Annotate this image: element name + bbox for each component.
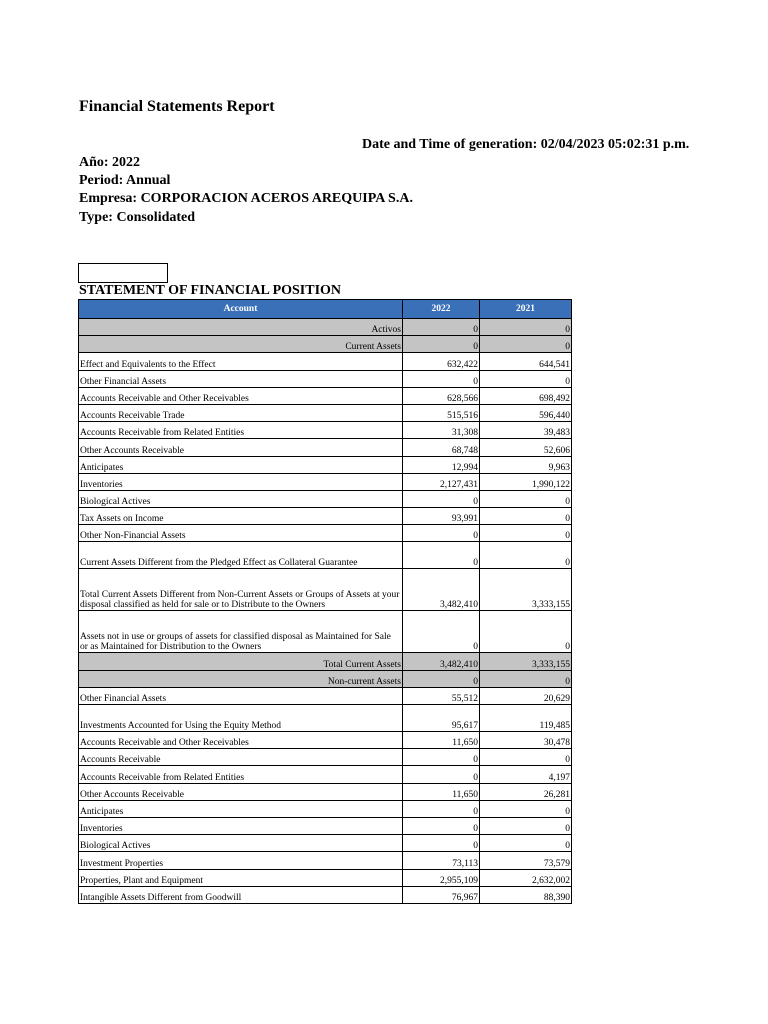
value-2022: 0 bbox=[403, 817, 480, 834]
row-label: Accounts Receivable bbox=[79, 749, 403, 766]
value-2022: 73,113 bbox=[403, 852, 480, 869]
row-label: Other Accounts Receivable bbox=[79, 783, 403, 800]
value-2021: 4,197 bbox=[480, 766, 572, 783]
report-title: Financial Statements Report bbox=[79, 98, 275, 115]
value-2021: 9,963 bbox=[480, 456, 572, 473]
report-type: Type: Consolidated bbox=[79, 209, 196, 225]
value-2022: 55,512 bbox=[403, 687, 480, 704]
row-label: Accounts Receivable from Related Entities bbox=[79, 766, 403, 783]
table-row bbox=[79, 439, 572, 456]
value-2022: 632,422 bbox=[403, 353, 480, 370]
value-2021: 119,485 bbox=[480, 705, 572, 732]
value-2022: 0 bbox=[403, 336, 480, 353]
value-2022: 76,967 bbox=[403, 886, 480, 903]
value-2021: 0 bbox=[480, 336, 572, 353]
value-2022: 0 bbox=[403, 542, 480, 569]
row-label: Current Assets Different from the Pledged Effect as Collateral Guarantee bbox=[79, 542, 403, 569]
value-2021: 0 bbox=[480, 508, 572, 525]
table-row bbox=[79, 456, 572, 473]
table-row bbox=[79, 525, 572, 542]
table-row bbox=[79, 370, 572, 387]
report-year: Año: 2022 bbox=[79, 155, 141, 170]
value-2022: 12,994 bbox=[403, 456, 480, 473]
column-header-2022: 2022 bbox=[403, 300, 480, 319]
value-2021: 3,333,155 bbox=[480, 569, 572, 611]
value-2021: 596,440 bbox=[480, 404, 572, 421]
row-label: Non-current Assets bbox=[79, 670, 403, 687]
value-2021: 0 bbox=[480, 749, 572, 766]
value-2022: 0 bbox=[403, 835, 480, 852]
value-2022: 11,650 bbox=[403, 783, 480, 800]
value-2021: 26,281 bbox=[480, 783, 572, 800]
value-2021: 0 bbox=[480, 542, 572, 569]
value-2022: 0 bbox=[403, 370, 480, 387]
report-meta bbox=[79, 154, 413, 227]
table-row bbox=[79, 473, 572, 490]
value-2022: 68,748 bbox=[403, 439, 480, 456]
value-2022: 0 bbox=[403, 319, 480, 336]
value-2021: 88,390 bbox=[480, 886, 572, 903]
row-label: Anticipates bbox=[79, 800, 403, 817]
value-2022: 515,516 bbox=[403, 404, 480, 421]
table-row bbox=[79, 835, 572, 852]
table-row bbox=[79, 353, 572, 370]
value-2021: 644,541 bbox=[480, 353, 572, 370]
table-row bbox=[79, 422, 572, 439]
row-label: Other Financial Assets bbox=[79, 370, 403, 387]
table-row bbox=[79, 387, 572, 404]
value-2021: 73,579 bbox=[480, 852, 572, 869]
row-label: Accounts Receivable Trade bbox=[79, 404, 403, 421]
table-row bbox=[79, 852, 572, 869]
row-label: Inventories bbox=[79, 473, 403, 490]
row-label: Total Current Assets Different from Non-Current Assets or Groups of Assets at your disposal classified as held for sale or to Distribute to the Owners bbox=[79, 569, 403, 611]
row-label: Accounts Receivable from Related Entities bbox=[79, 422, 403, 439]
row-label: Other Financial Assets bbox=[79, 687, 403, 704]
row-label: Accounts Receivable and Other Receivables bbox=[79, 732, 403, 749]
value-2021: 0 bbox=[480, 611, 572, 653]
section-header-row bbox=[79, 319, 572, 336]
column-header-2021: 2021 bbox=[480, 300, 572, 319]
value-2021: 0 bbox=[480, 817, 572, 834]
table-row bbox=[79, 508, 572, 525]
value-2022: 95,617 bbox=[403, 705, 480, 732]
value-2021: 0 bbox=[480, 490, 572, 507]
value-2022: 3,482,410 bbox=[403, 653, 480, 670]
table-row bbox=[79, 404, 572, 421]
value-2022: 0 bbox=[403, 800, 480, 817]
section-header-row bbox=[79, 670, 572, 687]
value-2022: 0 bbox=[403, 611, 480, 653]
value-2022: 31,308 bbox=[403, 422, 480, 439]
value-2022: 0 bbox=[403, 749, 480, 766]
empty-input-box[interactable] bbox=[78, 263, 168, 283]
row-label: Investment Properties bbox=[79, 852, 403, 869]
table-row bbox=[79, 542, 572, 569]
value-2021: 0 bbox=[480, 800, 572, 817]
value-2022: 2,127,431 bbox=[403, 473, 480, 490]
value-2022: 0 bbox=[403, 525, 480, 542]
row-label: Inventories bbox=[79, 817, 403, 834]
row-label: Investments Accounted for Using the Equity Method bbox=[79, 705, 403, 732]
section-header-row bbox=[79, 336, 572, 353]
section-header-row bbox=[79, 653, 572, 670]
value-2022: 628,566 bbox=[403, 387, 480, 404]
report-company: Empresa: CORPORACION ACEROS AREQUIPA S.A. bbox=[79, 191, 413, 207]
row-label: Biological Actives bbox=[79, 835, 403, 852]
table-row bbox=[79, 817, 572, 834]
value-2021: 30,478 bbox=[480, 732, 572, 749]
value-2022: 3,482,410 bbox=[403, 569, 480, 611]
table-row bbox=[79, 749, 572, 766]
value-2021: 0 bbox=[480, 835, 572, 852]
table-row bbox=[79, 569, 572, 611]
row-label: Total Current Assets bbox=[79, 653, 403, 670]
row-label: Activos bbox=[79, 319, 403, 336]
value-2021: 39,483 bbox=[480, 422, 572, 439]
table-row bbox=[79, 800, 572, 817]
row-label: Intangible Assets Different from Goodwill bbox=[79, 886, 403, 903]
row-label: Biological Actives bbox=[79, 490, 403, 507]
table-row bbox=[79, 687, 572, 704]
value-2021: 0 bbox=[480, 370, 572, 387]
value-2021: 2,632,002 bbox=[480, 869, 572, 886]
table-row bbox=[79, 886, 572, 903]
row-label: Assets not in use or groups of assets for classified disposal as Maintained for Sale or as Maintained for Distribution to the Owners bbox=[79, 611, 403, 653]
row-label: Anticipates bbox=[79, 456, 403, 473]
table-row bbox=[79, 783, 572, 800]
value-2021: 1,990,122 bbox=[480, 473, 572, 490]
table-header-row bbox=[79, 300, 572, 319]
value-2022: 0 bbox=[403, 490, 480, 507]
table-row bbox=[79, 766, 572, 783]
table-row bbox=[79, 732, 572, 749]
row-label: Other Accounts Receivable bbox=[79, 439, 403, 456]
value-2021: 3,333,155 bbox=[480, 653, 572, 670]
table-row bbox=[79, 611, 572, 653]
column-header-account: Account bbox=[79, 300, 403, 319]
generation-date: Date and Time of generation: 02/04/2023 05:02:31 p.m. bbox=[362, 137, 690, 152]
row-label: Tax Assets on Income bbox=[79, 508, 403, 525]
statement-title: STATEMENT OF FINANCIAL POSITION bbox=[79, 283, 342, 298]
financial-position-table bbox=[78, 299, 572, 904]
value-2021: 0 bbox=[480, 319, 572, 336]
value-2021: 20,629 bbox=[480, 687, 572, 704]
value-2022: 2,955,109 bbox=[403, 869, 480, 886]
table-row bbox=[79, 705, 572, 732]
row-label: Properties, Plant and Equipment bbox=[79, 869, 403, 886]
table-row bbox=[79, 869, 572, 886]
table-row bbox=[79, 490, 572, 507]
row-label: Effect and Equivalents to the Effect bbox=[79, 353, 403, 370]
value-2022: 93,991 bbox=[403, 508, 480, 525]
value-2022: 0 bbox=[403, 670, 480, 687]
row-label: Other Non-Financial Assets bbox=[79, 525, 403, 542]
row-label: Accounts Receivable and Other Receivables bbox=[79, 387, 403, 404]
table-body bbox=[79, 319, 572, 904]
value-2022: 11,650 bbox=[403, 732, 480, 749]
value-2021: 698,492 bbox=[480, 387, 572, 404]
value-2021: 0 bbox=[480, 525, 572, 542]
value-2021: 52,606 bbox=[480, 439, 572, 456]
value-2022: 0 bbox=[403, 766, 480, 783]
report-period: Period: Annual bbox=[79, 173, 171, 189]
value-2021: 0 bbox=[480, 670, 572, 687]
row-label: Current Assets bbox=[79, 336, 403, 353]
